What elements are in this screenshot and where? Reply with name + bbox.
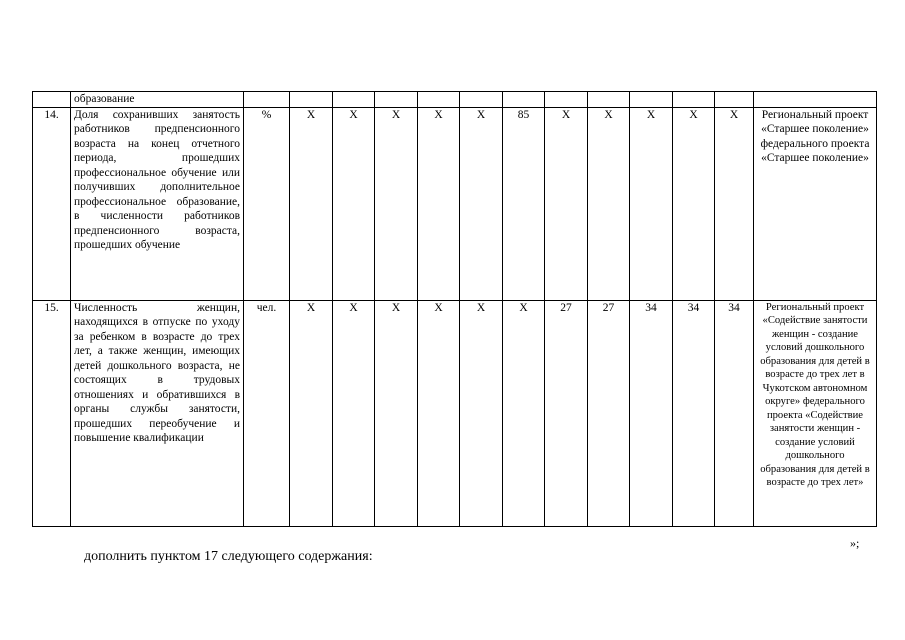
value-cell: Х: [588, 107, 630, 300]
value-cell: 85: [503, 107, 545, 300]
value-cell: Х: [715, 107, 754, 300]
value-cell: Х: [290, 107, 333, 300]
value-cell: Х: [460, 300, 503, 526]
unit-cell: %: [244, 107, 290, 300]
row-number: 14.: [33, 107, 71, 300]
value-cell: Х: [503, 300, 545, 526]
project-note: Региональный проект «Содействие занятости женщин - создание условий дошкольного образования для детей в возрасте до трех лет в Чукотском автономном округе» федерального проекта «Содействие занятости женщин - создание условий дошкольного образования для детей в возрасте до трех лет»: [754, 300, 877, 526]
closing-quote-mark: »;: [850, 536, 860, 550]
amendment-paragraph: дополнить пунктом 17 следующего содержания:: [84, 549, 373, 564]
value-cell: Х: [333, 300, 375, 526]
value-cell: Х: [545, 107, 588, 300]
value-cell: 34: [715, 300, 754, 526]
value-cell: 27: [545, 300, 588, 526]
table-row: [33, 107, 877, 300]
indicator-description: Доля сохранивших занятость работников предпенсионного возраста на конец отчетного периода, прошедших профессиональное обучение или получивших дополнительное профессиональное образование, в численности работников предпенсионного возраста, прошедших обучение: [71, 107, 244, 300]
value-cell: Х: [375, 107, 418, 300]
value-cell: Х: [673, 107, 715, 300]
value-cell: Х: [290, 300, 333, 526]
value-cell: Х: [333, 107, 375, 300]
value-cell: Х: [630, 107, 673, 300]
indicators-table: [32, 91, 877, 527]
value-cell: 34: [673, 300, 715, 526]
value-cell: Х: [418, 300, 460, 526]
unit-cell: чел.: [244, 300, 290, 526]
row-number: 15.: [33, 300, 71, 526]
value-cell: Х: [418, 107, 460, 300]
table-row: [33, 300, 877, 526]
row-number-cell: [33, 92, 71, 108]
indicator-description: образование: [71, 92, 244, 108]
value-cell: Х: [460, 107, 503, 300]
value-cell: 34: [630, 300, 673, 526]
project-note: Региональный проект «Старшее поколение» федерального проекта «Старшее поколение»: [754, 107, 877, 300]
indicator-description: Численность женщин, находящихся в отпуске по уходу за ребенком в возрасте до трех лет, а также женщин, имеющих детей дошкольного возраста, не состоящих в трудовых отношениях и обратившихся в органы службы занятости, прошедших переобучение и повышение квалификации: [71, 300, 244, 526]
table-row: [33, 92, 877, 108]
value-cell: Х: [375, 300, 418, 526]
value-cell: 27: [588, 300, 630, 526]
